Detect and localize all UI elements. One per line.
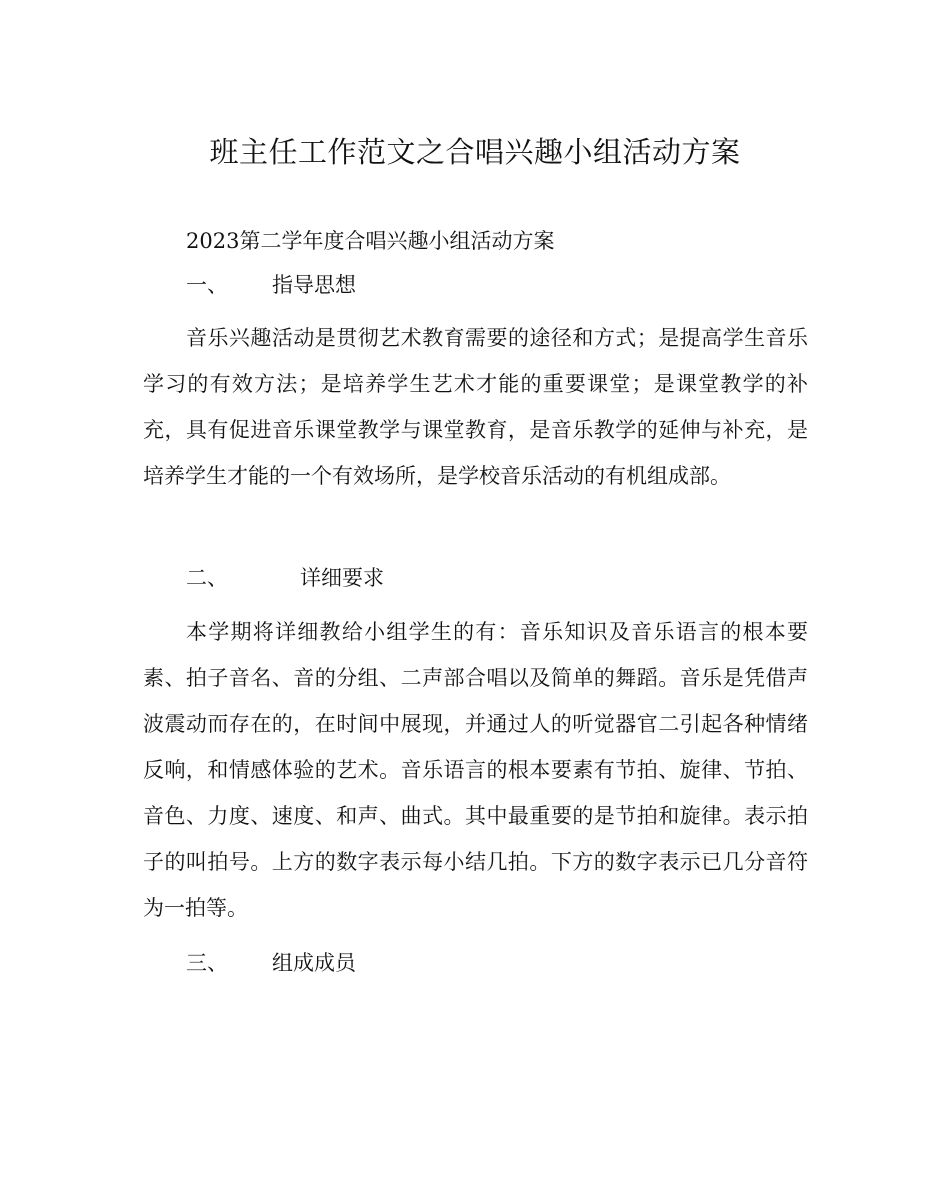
section-heading-text: 指导思想 [272, 273, 356, 297]
section-heading-text: 详细要求 [300, 566, 384, 590]
section-heading-text: 组成成员 [272, 951, 356, 975]
section-paragraph-2: 本学期将详细教给小组学生的有：音乐知识及音乐语言的根本要素、拍子音名、音的分组、二声部合唱以及简单的舞蹈。音乐是凭借声波震动而存在的，在时间中展现，并通过人的听觉器官二引起各种情绪反响，和情感体验的艺术。音乐语言的根本要素有节拍、旋律、节拍、音色、力度、速度、和声、曲式。其中最重要的是节拍和旋律。表示拍子的叫拍号。上方的数字表示每小结几拍。下方的数字表示已几分音符为一拍等。 [143, 620, 808, 920]
document-subtitle: 2023第二学年度合唱兴趣小组活动方案 [186, 229, 555, 253]
document-title: 班主任工作范文之合唱兴趣小组活动方案 [209, 135, 741, 169]
section-number: 一、 [186, 273, 228, 297]
section-number: 二、 [186, 566, 228, 590]
section-number: 三、 [186, 951, 228, 975]
section-paragraph-1: 音乐兴趣活动是贯彻艺术教育需要的途径和方式；是提高学生音乐学习的有效方法；是培养学生艺术才能的重要课堂；是课堂教学的补充，具有促进音乐课堂教学与课堂教育，是音乐教学的延伸与补充，是培养学生才能的一个有效场所，是学校音乐活动的有机组成部。 [143, 326, 808, 488]
